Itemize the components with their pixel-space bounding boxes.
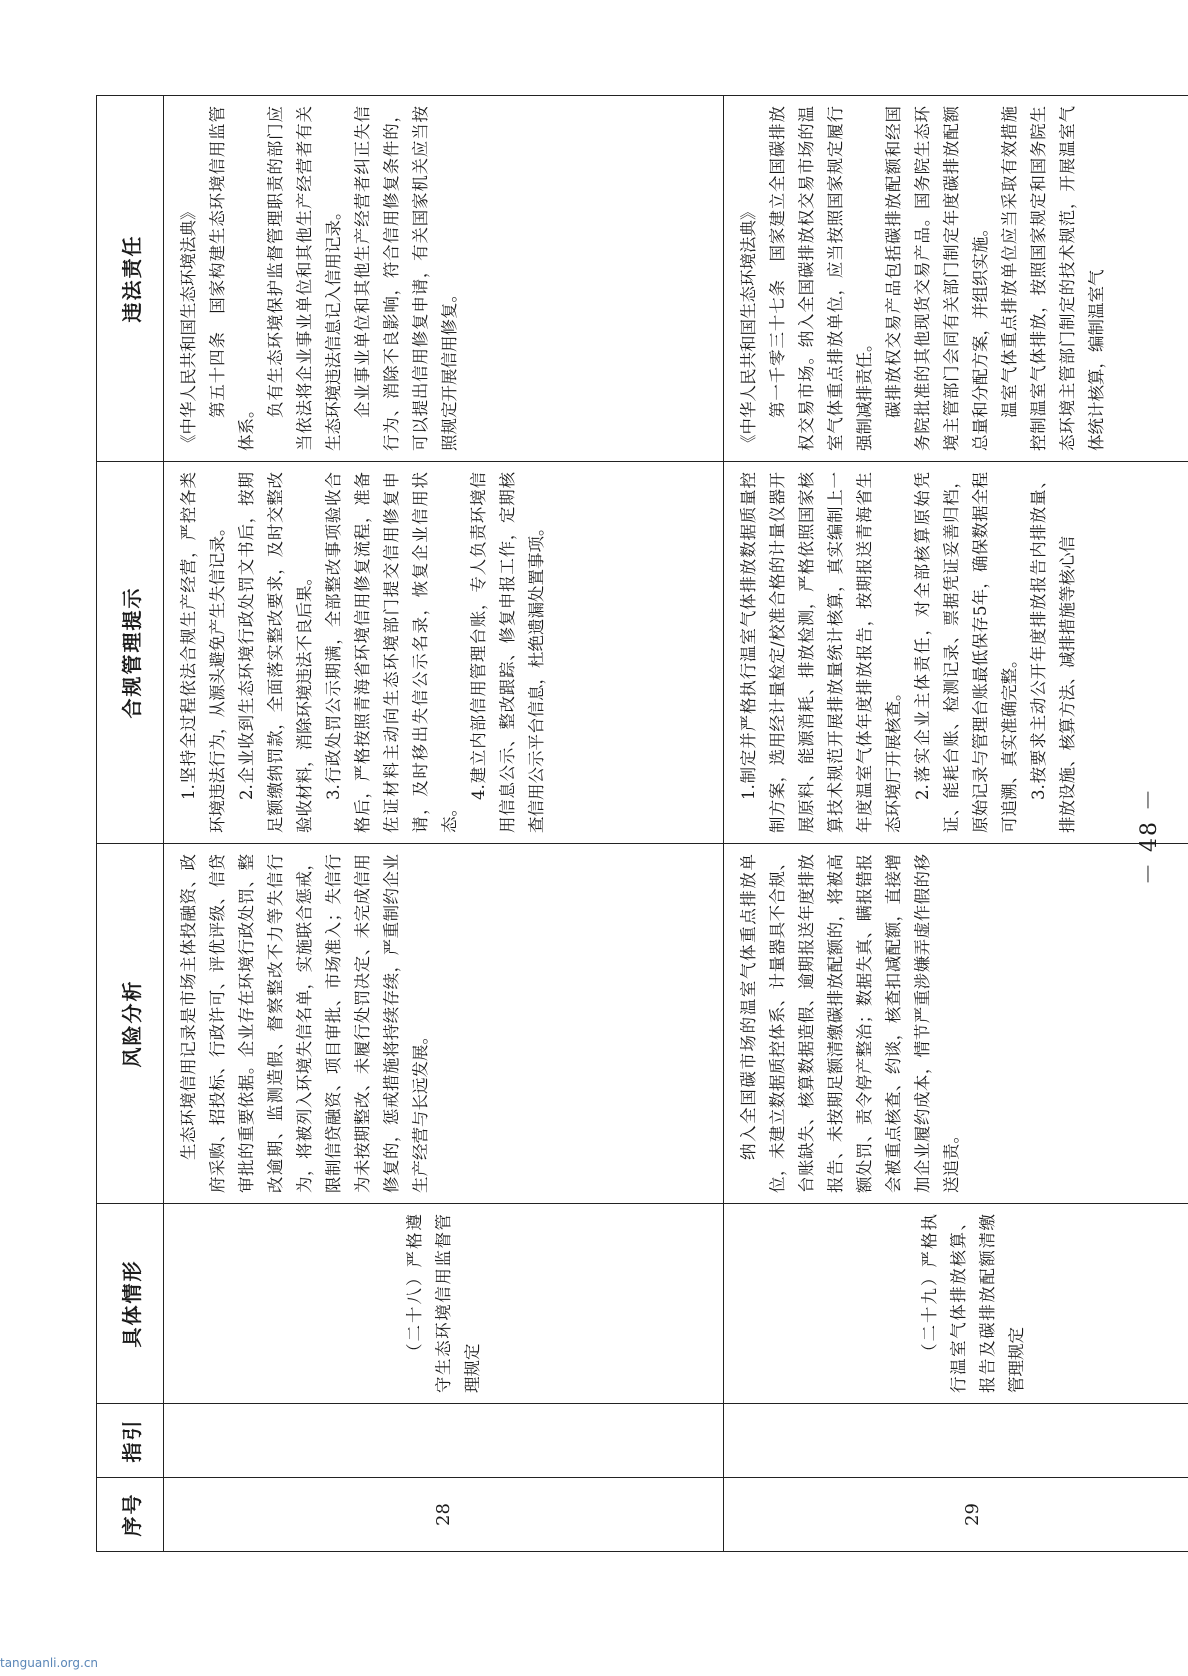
row-law bbox=[724, 96, 1188, 462]
risk-text: 生态环境信用记录是市场主体投融资、政府采购、招投标、行政许可、评优评级、信贷审批的重要依据。企业存在环境行政处罚、整改逾期、监测造假、督察整改不力等失信行为，将被列入环境失信名单，实施联合惩戒，限制信贷融资、项目审批、市场准入；失信行为未按期整改、未履行处罚决定、未完成信用修复的，惩戒措施将持续存续，严重制约企业生产经营与长远发展。 bbox=[179, 854, 430, 1193]
header-number: 序号 bbox=[97, 1478, 164, 1552]
watermark-text: tanguanli.org.cn bbox=[0, 1656, 99, 1670]
table-row bbox=[164, 96, 724, 1552]
table-row bbox=[724, 96, 1188, 1552]
risk-text: 纳入全国碳市场的温室气体重点排放单位，未建立数据质控体系、计量器具不合规、台账缺失、核算数据造假、逾期报送年度排放报告、未按期足额清缴碳排放配额的，将被高额处罚、责令停产整治；数据失真、瞒报错报会被重点核查、约谈，核查扣减配额，直接增加企业履约成本，情节严重涉嫌弄虚作假的移送追责。 bbox=[739, 854, 961, 1193]
row-number: 29 bbox=[724, 1478, 1188, 1552]
compliance-item: 1.坚持全过程依法合规生产经营，严控各类环境违法行为，从源头避免产生失信记录。 bbox=[179, 472, 227, 833]
header-situation: 具体情形 bbox=[97, 1204, 164, 1404]
situation-text: （二十八）严格遵守生态环境信用监督管理规定 bbox=[405, 1214, 482, 1393]
law-article: 第一千零三十七条 国家建立全国碳排放权交易市场。纳入全国碳排放权交易市场的温室气体重点排放单位，应当按照国家规定履行强制减排责任。 bbox=[768, 106, 874, 451]
header-guide: 指引 bbox=[97, 1404, 164, 1478]
compliance-item: 2.落实企业主体责任，对全部核算原始凭证、能耗台账、检测记录、票据凭证妥善归档，原始记录与管理台账最低保存5年，确保数据全程可追溯、真实准确完整。 bbox=[913, 472, 1019, 833]
row-law bbox=[164, 96, 724, 462]
compliance-item: 1.制定并严格执行温室气体排放数据质量控制方案，选用经计量检定/校准合格的计量仪器开展原料、能源消耗、排放检测，严格依照国家核算技术规范开展排放量统计核算，真实编制上一年度温室气体年度排放报告，按期报送青海省生态环境厅开展核查。 bbox=[739, 472, 903, 833]
law-title: 《中华人民共和国生态环境法典》 bbox=[739, 203, 758, 451]
row-number: 28 bbox=[164, 1478, 724, 1552]
compliance-item: 4.建立内部信用管理台账，专人负责环境信用信息公示、整改跟踪、修复申报工作，定期核查信用公示平台信息，杜绝遗漏处置事项。 bbox=[469, 472, 546, 833]
header-law: 违法责任 bbox=[97, 96, 164, 462]
row-situation bbox=[724, 1204, 1188, 1404]
row-risk bbox=[724, 844, 1188, 1204]
row-guide bbox=[724, 1404, 1188, 1478]
table-header-row bbox=[97, 96, 164, 1552]
row-situation bbox=[164, 1204, 724, 1404]
compliance-item: 2.企业收到生态环境行政处罚文书后，按期足额缴纳罚款，全面落实整改要求，及时交整改验收材料，消除环境违法不良后果。 bbox=[237, 472, 314, 833]
compliance-item: 3.按要求主动公开年度排放报告内排放量、排放设施、核算方法、减排措施等核心信 bbox=[1029, 472, 1077, 833]
compliance-item: 3.行政处罚公示期满，全部整改事项验收合格后，严格按照青海省环境信用修复流程，准备佐证材料主动向生态环境部门提交信用修复申请，及时移出失信公示名录，恢复企业信用状态。 bbox=[324, 472, 459, 833]
row-compliance bbox=[724, 462, 1188, 844]
header-compliance: 合规管理提示 bbox=[97, 462, 164, 844]
law-article: 温室气体重点排放单位应当采取有效措施控制温室气体排放，按照国家规定和国务院生态环境主管部门制定的技术规范，开展温室气体统计核算，编制温室气 bbox=[1000, 106, 1106, 451]
compliance-table bbox=[96, 95, 1188, 1552]
law-article: 企业事业单位和其他生产经营者纠正失信行为、消除不良影响，符合信用修复条件的，可以提出信用修复申请，有关国家机关应当按照规定开展信用修复。 bbox=[353, 106, 459, 451]
law-article: 第五十四条 国家构建生态环境信用监管体系。 bbox=[208, 106, 256, 451]
row-compliance bbox=[164, 462, 724, 844]
law-title: 《中华人民共和国生态环境法典》 bbox=[179, 203, 198, 451]
law-article: 负有生态环境保护监督管理职责的部门应当依法将企业事业单位和其他生产经营者有关生态环境违法信息记入信用记录。 bbox=[266, 106, 343, 451]
law-article: 碳排放权交易产品包括碳排放配额和经国务院批准的其他现货交易产品。国务院生态环境主管部门会同有关部门制定年度碳排放配额总量和分配方案，并组织实施。 bbox=[884, 106, 990, 451]
header-risk: 风险分析 bbox=[97, 844, 164, 1204]
situation-text: （二十九）严格执行温室气体排放核算、报告及碳排放配额清缴管理规定 bbox=[919, 1214, 1026, 1393]
row-guide bbox=[164, 1404, 724, 1478]
page-number: － 48 － bbox=[1137, 787, 1162, 885]
row-risk bbox=[164, 844, 724, 1204]
